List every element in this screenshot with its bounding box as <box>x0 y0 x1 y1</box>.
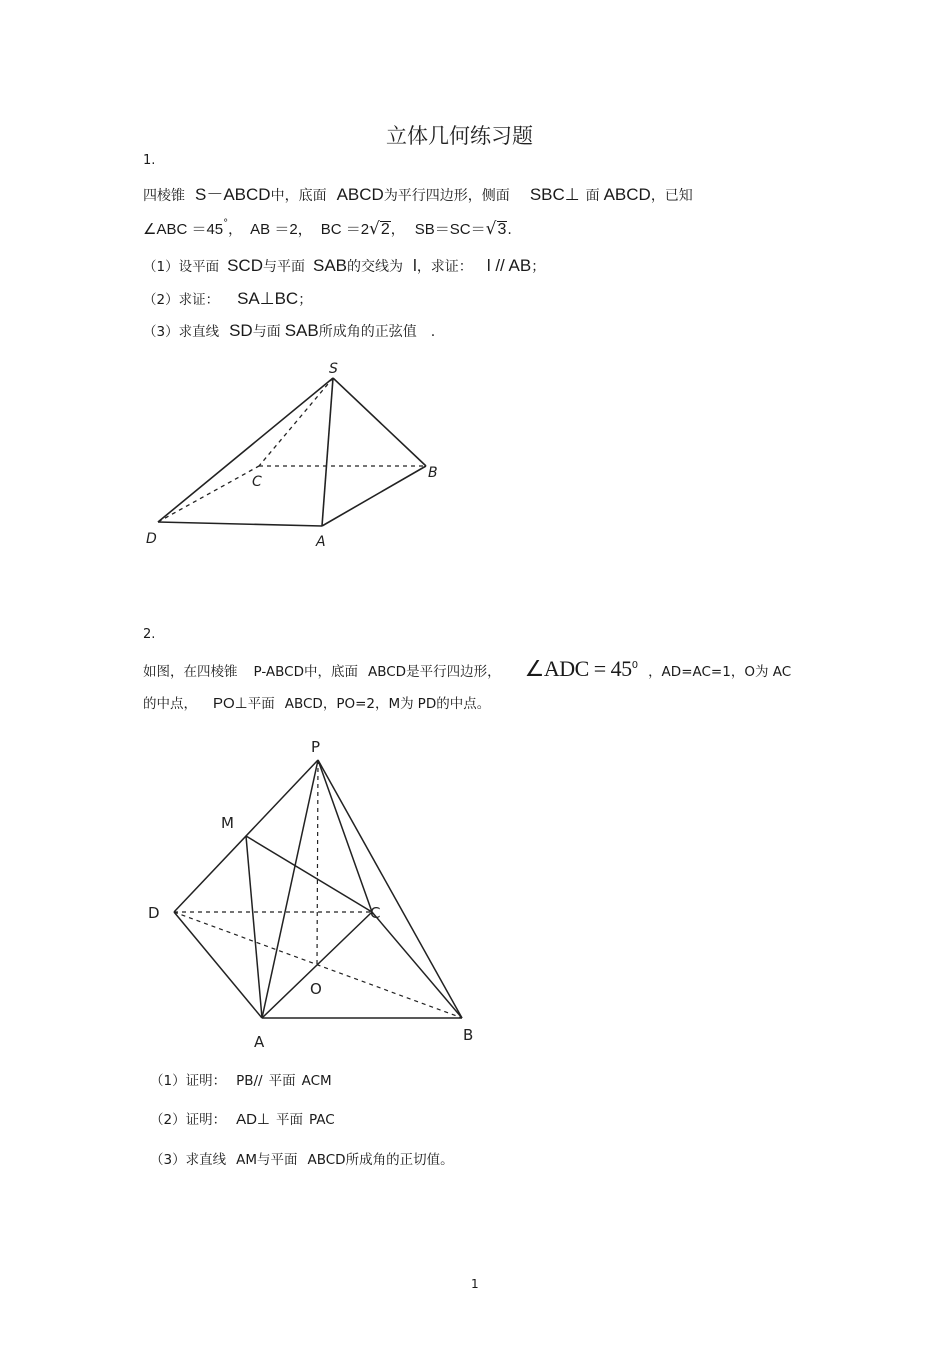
label-D: D <box>146 531 157 547</box>
label-A2: A <box>254 1033 265 1051</box>
edge-MA <box>246 836 262 1018</box>
label-B2: B <box>463 1026 474 1044</box>
label-O: O <box>310 980 322 998</box>
problem1-question1: （1）设平面 SCD 与平面 SAB 的交线为 l ，求证： l // AB ； <box>143 256 546 275</box>
problem2-question3: （3）求直线 AM 与平面 ABCD 所成角的正切值。 <box>150 1152 454 1168</box>
label-C2: C <box>370 904 381 922</box>
problem2-question1: （1）证明： PB// 平面 ACM <box>150 1073 332 1089</box>
edge-PC <box>318 760 372 912</box>
edge-PO <box>317 760 318 965</box>
problem1-question2: （2）求证： SA⊥BC ； <box>143 289 313 308</box>
label-M: M <box>221 814 234 832</box>
label-A: A <box>316 534 326 550</box>
label-D2: D <box>148 904 160 922</box>
problem2-question2: （2）证明： AD⊥ 平面 PAC <box>150 1111 335 1128</box>
edge-SA <box>322 378 333 526</box>
edge-MC <box>246 836 372 912</box>
problem1-number: 1. <box>143 153 156 168</box>
problem2-number: 2. <box>143 627 156 642</box>
problem1-question3: （3）求直线 SD 与面 SAB 所成角的正弦值 . <box>143 321 436 340</box>
problem2-line2: 的中点， PO⊥ 平面 ABCD ，PO=2 ，M为 PD 的中点。 <box>143 695 491 712</box>
label-C: C <box>252 474 262 490</box>
label-P: P <box>311 738 321 756</box>
page-title: 立体几何练习题 <box>386 124 533 148</box>
edge-SD <box>158 378 333 522</box>
page-number: 1 <box>471 1277 479 1291</box>
problem2-line1: 如图，在四棱锥 P-ABCD 中，底面 ABCD 是平行四边形， ∠ADC = 45 0 ，AD=AC=1 ，O为 AC <box>143 656 792 681</box>
edge-DA <box>174 912 262 1018</box>
problem1-line2: ∠ABC ＝45 ° ， AB ＝2， BC ＝2 √ 2 ， SB＝SC＝ √ 3 . <box>143 218 512 239</box>
sqrt-2: √ 2 <box>369 219 390 239</box>
label-B: B <box>428 465 438 481</box>
edge-SC <box>259 378 333 466</box>
edge-DA <box>158 522 322 526</box>
sqrt-3: √ 3 <box>485 219 507 239</box>
edge-SB <box>333 378 426 466</box>
angle-adc-formula: ∠ADC = 45 <box>524 656 632 681</box>
edge-DC <box>158 466 259 522</box>
problem1-line1: 四棱锥 S－ABCD 中，底面 ABCD 为平行四边形，侧面 SBC⊥ 面 ABCD ，已知 <box>143 185 693 204</box>
edge-AB <box>322 466 426 526</box>
label-S: S <box>329 361 338 377</box>
edge-CB <box>372 912 462 1018</box>
edge-PB <box>318 760 462 1018</box>
